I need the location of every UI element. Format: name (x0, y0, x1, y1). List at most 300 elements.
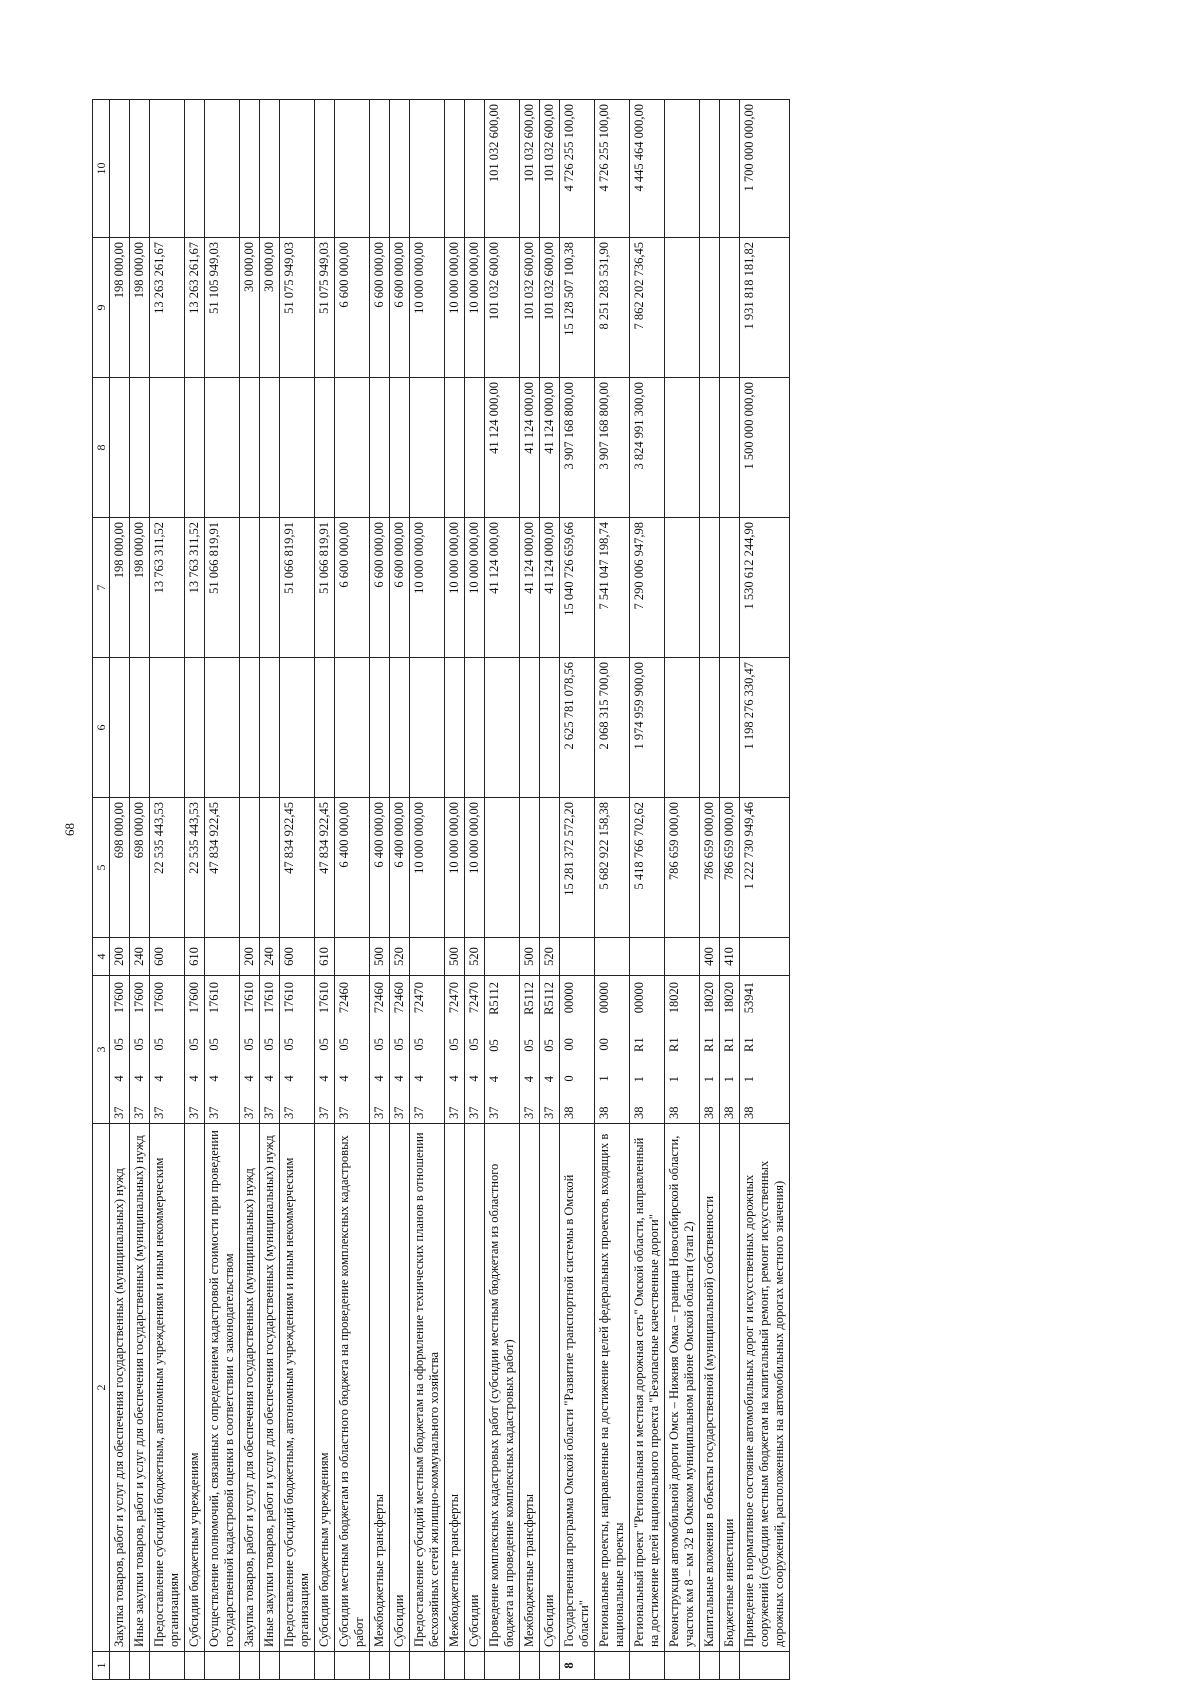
code-part: 18020 (722, 982, 737, 1014)
amount-6 (700, 658, 720, 798)
amount-8: 41 124 000,00 (485, 378, 520, 518)
amount-5: 6 400 000,00 (370, 798, 390, 938)
amount-7: 7 541 047 198,74 (595, 518, 630, 658)
code-part: 37 (152, 1106, 167, 1119)
row-name: Межбюджетные трансферты (370, 1124, 390, 1652)
code-part: 72470 (412, 982, 427, 1014)
row-name: Субсидии (390, 1124, 410, 1652)
amount-6 (280, 658, 315, 798)
table-row (520, 100, 540, 1680)
amount-6: 1 198 276 330,47 (740, 658, 790, 798)
row-number (260, 1652, 280, 1680)
amount-6 (665, 658, 700, 798)
budget-code (540, 976, 560, 1124)
amount-8 (370, 378, 390, 518)
amount-7: 10 000 000,00 (445, 518, 465, 658)
amount-6: 1 974 959 900,00 (630, 658, 665, 798)
header-row (93, 100, 110, 1680)
row-number (540, 1652, 560, 1680)
code-part: 1 (742, 1076, 757, 1083)
budget-code-parts (597, 980, 612, 1119)
code-part: 00 (562, 1038, 577, 1051)
budget-code (335, 976, 370, 1124)
amount-10: 4 726 255 100,00 (595, 100, 630, 238)
amount-6: 2 625 781 078,56 (560, 658, 595, 798)
code-part: 05 (412, 1038, 427, 1051)
code-part: 37 (337, 1106, 352, 1119)
amount-6 (540, 658, 560, 798)
expense-type-code (560, 938, 595, 976)
row-number (520, 1652, 540, 1680)
amount-6 (130, 658, 150, 798)
amount-9: 10 000 000,00 (465, 238, 485, 378)
amount-5: 47 834 922,45 (280, 798, 315, 938)
code-part: 4 (262, 1075, 277, 1082)
code-part: 37 (282, 1106, 297, 1119)
amount-6 (410, 658, 445, 798)
row-name: Субсидии местным бюджетам из областного бюджета на проведение комплексных кадастровых работ (335, 1124, 370, 1652)
amount-10: 1 700 000 000,00 (740, 100, 790, 238)
code-part: 4 (187, 1075, 202, 1082)
row-number (240, 1652, 260, 1680)
budget-code-parts (152, 980, 167, 1119)
amount-9: 30 000,00 (260, 238, 280, 378)
budget-code-parts (722, 980, 737, 1119)
amount-10: 101 032 600,00 (485, 100, 520, 238)
budget-code (520, 976, 540, 1124)
code-part: 53941 (742, 982, 757, 1014)
row-number (150, 1652, 185, 1680)
row-number (595, 1652, 630, 1680)
row-name: Реконструкция автомобильной дороги Омск – Нижняя Омка – граница Новосибирской области, участок км 8 – км 32 в Омском муниципальном районе Омской области (этап 2) (665, 1124, 700, 1652)
rotated-table-wrapper (92, 100, 790, 1680)
amount-8 (150, 378, 185, 518)
header-cell: 1 (93, 1652, 110, 1680)
code-part: 00000 (597, 982, 612, 1014)
expense-type-code: 240 (130, 938, 150, 976)
expense-type-code (665, 938, 700, 976)
page-number: 68 (62, 823, 77, 836)
budget-code (370, 976, 390, 1124)
row-name: Иные закупки товаров, работ и услуг для обеспечения государственных (муниципальных) нужд (130, 1124, 150, 1652)
code-part: 72460 (372, 982, 387, 1014)
amount-5: 6 400 000,00 (335, 798, 370, 938)
code-part: 05 (262, 1038, 277, 1051)
table-row (540, 100, 560, 1680)
code-part: 05 (372, 1038, 387, 1051)
budget-code (280, 976, 315, 1124)
code-part: 37 (487, 1106, 502, 1119)
budget-code (110, 976, 130, 1124)
table-row (280, 100, 315, 1680)
code-part: 4 (152, 1075, 167, 1082)
code-part: 4 (392, 1075, 407, 1082)
table-row (370, 100, 390, 1680)
amount-5: 786 659 000,00 (665, 798, 700, 938)
code-part: 4 (447, 1075, 462, 1082)
code-part: R1 (722, 1037, 737, 1052)
amount-5: 5 418 766 702,62 (630, 798, 665, 938)
amount-10: 4 445 464 000,00 (630, 100, 665, 238)
header-cell: 8 (93, 378, 110, 518)
amount-6 (335, 658, 370, 798)
budget-code (740, 976, 790, 1124)
amount-5 (520, 798, 540, 938)
amount-5 (485, 798, 520, 938)
table-row (130, 100, 150, 1680)
table-row (110, 100, 130, 1680)
budget-code-parts (702, 980, 717, 1119)
amount-10 (205, 100, 240, 238)
budget-code (390, 976, 410, 1124)
expense-type-code: 610 (315, 938, 335, 976)
code-part: R5112 (522, 982, 537, 1015)
table-row (445, 100, 465, 1680)
code-part: 05 (132, 1038, 147, 1051)
budget-code-parts (487, 980, 502, 1119)
code-part: 05 (522, 1039, 537, 1052)
budget-code (410, 976, 445, 1124)
header-cell: 10 (93, 100, 110, 238)
budget-code-parts (412, 980, 427, 1119)
amount-10 (390, 100, 410, 238)
amount-7: 6 600 000,00 (335, 518, 370, 658)
table-row (390, 100, 410, 1680)
code-part: 05 (317, 1038, 332, 1051)
header-cell: 5 (93, 798, 110, 938)
budget-code (240, 976, 260, 1124)
row-name: Осуществление полномочий, связанных с определением кадастровой стоимости при проведении государственной кадастровой оценки в соответствии с законодательством (205, 1124, 240, 1652)
code-part: 4 (487, 1075, 502, 1083)
code-part: R5112 (542, 982, 557, 1015)
amount-9: 101 032 600,00 (520, 238, 540, 378)
code-part: 1 (667, 1076, 682, 1083)
amount-8 (410, 378, 445, 518)
row-number (315, 1652, 335, 1680)
amount-6 (445, 658, 465, 798)
budget-code (720, 976, 740, 1124)
table-row (410, 100, 445, 1680)
table-row (315, 100, 335, 1680)
budget-code-parts (187, 980, 202, 1119)
code-part: 37 (112, 1106, 127, 1119)
expense-type-code (740, 938, 790, 976)
row-number (740, 1652, 790, 1680)
amount-6 (465, 658, 485, 798)
table-row (665, 100, 700, 1680)
amount-9: 51 105 949,03 (205, 238, 240, 378)
code-part: 38 (632, 1106, 647, 1119)
amount-7: 51 066 819,91 (280, 518, 315, 658)
row-number (665, 1652, 700, 1680)
amount-8 (280, 378, 315, 518)
budget-code (465, 976, 485, 1124)
row-number (280, 1652, 315, 1680)
expense-type-code (410, 938, 445, 976)
amount-10: 101 032 600,00 (520, 100, 540, 238)
code-part: 17600 (152, 982, 167, 1014)
row-name: Предоставление субсидий бюджетным, автономным учреждениям и иным некоммерческим организациям (150, 1124, 185, 1652)
amount-6 (315, 658, 335, 798)
amount-10 (130, 100, 150, 238)
code-part: 05 (487, 1039, 502, 1052)
amount-9: 15 128 507 100,38 (560, 238, 595, 378)
amount-10 (315, 100, 335, 238)
row-number (700, 1652, 720, 1680)
expense-type-code (595, 938, 630, 976)
amount-5: 22 535 443,53 (150, 798, 185, 938)
code-part: 72460 (392, 982, 407, 1014)
code-part: 4 (317, 1075, 332, 1082)
code-part: 37 (467, 1106, 482, 1119)
code-part: 05 (447, 1038, 462, 1051)
budget-code-parts (132, 980, 147, 1119)
amount-7: 198 000,00 (130, 518, 150, 658)
amount-7 (665, 518, 700, 658)
amount-9: 6 600 000,00 (390, 238, 410, 378)
amount-5: 786 659 000,00 (720, 798, 740, 938)
amount-10 (720, 100, 740, 238)
amount-10 (665, 100, 700, 238)
budget-code-parts (337, 980, 352, 1119)
expense-type-code: 600 (150, 938, 185, 976)
amount-7: 6 600 000,00 (370, 518, 390, 658)
code-part: 37 (412, 1106, 427, 1119)
amount-5: 47 834 922,45 (205, 798, 240, 938)
code-part: 05 (112, 1038, 127, 1051)
amount-5 (540, 798, 560, 938)
amount-9: 30 000,00 (240, 238, 260, 378)
row-name: Проведение комплексных кадастровых работ (субсидии местным бюджетам из областного бюджета на проведение комплексных кадастровых работ) (485, 1124, 520, 1652)
amount-6 (485, 658, 520, 798)
row-name: Субсидии бюджетным учреждениям (315, 1124, 335, 1652)
header-cell: 2 (93, 1124, 110, 1652)
amount-5: 786 659 000,00 (700, 798, 720, 938)
code-part: 05 (337, 1038, 352, 1051)
code-part: 17610 (282, 982, 297, 1014)
amount-9: 10 000 000,00 (410, 238, 445, 378)
amount-10 (410, 100, 445, 238)
code-part: 37 (132, 1106, 147, 1119)
amount-6 (205, 658, 240, 798)
row-name: Региональные проекты, направленные на достижение целей федеральных проектов, входящих в национальные проекты (595, 1124, 630, 1652)
expense-type-code: 400 (700, 938, 720, 976)
code-part: R1 (702, 1037, 717, 1052)
code-part: 05 (187, 1038, 202, 1051)
amount-10 (370, 100, 390, 238)
amount-8 (445, 378, 465, 518)
budget-code (315, 976, 335, 1124)
amount-9: 1 931 818 181,82 (740, 238, 790, 378)
amount-6: 2 068 315 700,00 (595, 658, 630, 798)
header-cell: 7 (93, 518, 110, 658)
code-part: 0 (562, 1075, 577, 1082)
header-cell: 3 (93, 976, 110, 1124)
amount-10: 4 726 255 100,00 (560, 100, 595, 238)
amount-9: 13 263 261,67 (150, 238, 185, 378)
amount-8 (665, 378, 700, 518)
code-part: 4 (132, 1075, 147, 1082)
amount-7: 10 000 000,00 (410, 518, 445, 658)
amount-5: 698 000,00 (110, 798, 130, 938)
code-part: 72470 (447, 982, 462, 1014)
row-name: Приведение в нормативное состояние автомобильных дорог и искусственных дорожных сооружений (субсидии местным бюджетам на капитальный ремонт, ремонт искусственных дорожных сооружений, расположенных на автомобильных дорогах местного значения) (740, 1124, 790, 1652)
header-cell: 9 (93, 238, 110, 378)
table-row (740, 100, 790, 1680)
code-part: 17600 (132, 982, 147, 1014)
expense-type-code (205, 938, 240, 976)
table-row (485, 100, 520, 1680)
amount-5: 22 535 443,53 (185, 798, 205, 938)
amount-7 (700, 518, 720, 658)
code-part: 4 (337, 1075, 352, 1082)
amount-9: 6 600 000,00 (370, 238, 390, 378)
table-row (630, 100, 665, 1680)
amount-8 (110, 378, 130, 518)
code-part: 4 (112, 1075, 127, 1082)
budget-table (92, 99, 790, 1680)
amount-10 (445, 100, 465, 238)
code-part: 17610 (242, 982, 257, 1014)
code-part: 4 (207, 1075, 222, 1082)
row-number (335, 1652, 370, 1680)
table-row (560, 100, 595, 1680)
amount-8: 3 907 168 800,00 (595, 378, 630, 518)
row-name: Субсидии (540, 1124, 560, 1652)
amount-6 (390, 658, 410, 798)
amount-7 (260, 518, 280, 658)
budget-code (130, 976, 150, 1124)
budget-code-parts (282, 980, 297, 1119)
amount-6 (110, 658, 130, 798)
row-name: Субсидии (465, 1124, 485, 1652)
budget-code (595, 976, 630, 1124)
header-cell: 6 (93, 658, 110, 798)
amount-7: 51 066 819,91 (315, 518, 335, 658)
table-row (595, 100, 630, 1680)
amount-8: 3 907 168 800,00 (560, 378, 595, 518)
amount-10 (185, 100, 205, 238)
amount-8: 41 124 000,00 (540, 378, 560, 518)
expense-type-code: 240 (260, 938, 280, 976)
code-part: R5112 (487, 982, 502, 1015)
amount-8 (700, 378, 720, 518)
code-part: 05 (282, 1038, 297, 1051)
code-part: 17610 (207, 982, 222, 1014)
amount-5 (260, 798, 280, 938)
table-row (150, 100, 185, 1680)
amount-9: 6 600 000,00 (335, 238, 370, 378)
code-part: 18020 (667, 982, 682, 1014)
budget-code-parts (667, 980, 682, 1119)
amount-8: 1 500 000 000,00 (740, 378, 790, 518)
expense-type-code: 610 (185, 938, 205, 976)
budget-code-parts (262, 980, 277, 1119)
amount-8 (390, 378, 410, 518)
row-number (205, 1652, 240, 1680)
budget-code (485, 976, 520, 1124)
budget-code-parts (522, 980, 537, 1119)
amount-8: 41 124 000,00 (520, 378, 540, 518)
code-part: 4 (242, 1075, 257, 1082)
table-body (110, 100, 790, 1680)
code-part: 17600 (187, 982, 202, 1014)
table-row (720, 100, 740, 1680)
amount-7: 1 530 612 244,90 (740, 518, 790, 658)
amount-7: 13 763 311,52 (150, 518, 185, 658)
amount-8 (720, 378, 740, 518)
amount-7 (720, 518, 740, 658)
code-part: R1 (667, 1037, 682, 1052)
row-number (465, 1652, 485, 1680)
amount-8 (240, 378, 260, 518)
code-part: 4 (542, 1075, 557, 1083)
table-row (205, 100, 240, 1680)
code-part: 05 (392, 1038, 407, 1051)
code-part: 00000 (632, 982, 647, 1014)
row-name: Государственная программа Омской области "Развитие транспортной системы в Омской области" (560, 1124, 595, 1652)
amount-5: 10 000 000,00 (410, 798, 445, 938)
code-part: 1 (597, 1075, 612, 1082)
amount-5: 5 682 922 158,38 (595, 798, 630, 938)
table-row (335, 100, 370, 1680)
amount-8 (335, 378, 370, 518)
table-row (465, 100, 485, 1680)
budget-code (185, 976, 205, 1124)
amount-7 (240, 518, 260, 658)
amount-9: 198 000,00 (110, 238, 130, 378)
budget-code-parts (632, 980, 647, 1119)
amount-6 (370, 658, 390, 798)
code-part: 38 (597, 1106, 612, 1119)
code-part: 38 (702, 1106, 717, 1119)
code-part: 37 (392, 1106, 407, 1119)
expense-type-code: 200 (240, 938, 260, 976)
row-name: Капитальные вложения в объекты государственной (муниципальной) собственности (700, 1124, 720, 1652)
code-part: 38 (562, 1106, 577, 1119)
code-part: 1 (702, 1076, 717, 1083)
code-part: 05 (242, 1038, 257, 1051)
amount-9: 101 032 600,00 (485, 238, 520, 378)
row-number (110, 1652, 130, 1680)
budget-code-parts (542, 980, 557, 1119)
amount-9: 51 075 949,03 (315, 238, 335, 378)
code-part: 05 (467, 1038, 482, 1051)
amount-7: 13 763 311,52 (185, 518, 205, 658)
table-row (260, 100, 280, 1680)
amount-9: 10 000 000,00 (445, 238, 465, 378)
amount-10 (465, 100, 485, 238)
code-part: 37 (542, 1106, 557, 1119)
row-name: Региональный проект "Региональная и местная дорожная сеть" Омской области, направленный на достижение целей национального проекта "Безопасные качественные дороги" (630, 1124, 665, 1652)
budget-code (445, 976, 465, 1124)
amount-10 (240, 100, 260, 238)
budget-code-parts (447, 980, 462, 1119)
code-part: R1 (742, 1037, 757, 1052)
budget-code-parts (467, 980, 482, 1119)
amount-8: 3 824 991 300,00 (630, 378, 665, 518)
row-name: Иные закупки товаров, работ и услуг для обеспечения государственных (муниципальных) нужд (260, 1124, 280, 1652)
code-part: 05 (207, 1038, 222, 1051)
amount-8 (260, 378, 280, 518)
row-number (370, 1652, 390, 1680)
amount-10 (700, 100, 720, 238)
amount-7: 198 000,00 (110, 518, 130, 658)
budget-code-parts (207, 980, 222, 1119)
code-part: 38 (667, 1106, 682, 1119)
expense-type-code: 500 (445, 938, 465, 976)
budget-code (560, 976, 595, 1124)
